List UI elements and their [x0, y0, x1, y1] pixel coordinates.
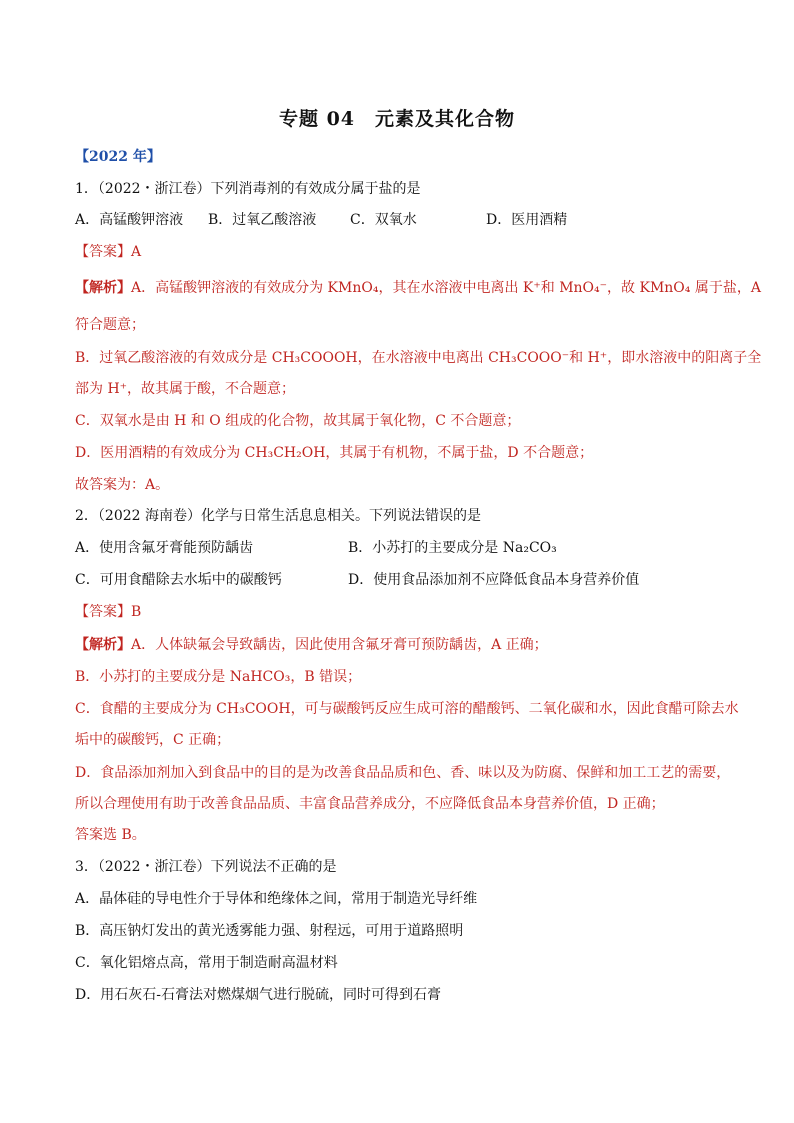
question-1-stem: 1．（2022・浙江卷）下列消毒剂的有效成分属于盐的是	[75, 181, 421, 197]
q2-analysis-a: 【解析】A．人体缺氟会导致龋齿，因此使用含氟牙膏可预防龋齿，A 正确；	[75, 637, 548, 653]
q1-option-a: A．高锰酸钾溶液	[75, 212, 184, 228]
q2-option-c: C．可用食醋除去水垢中的碳酸钙	[75, 572, 282, 588]
q2-analysis-c: C．食醋的主要成分为 CH₃COOH，可与碳酸钙反应生成可溶的醋酸钙、二氧化碳和水，因此食醋可除去水	[75, 701, 739, 717]
q2-analysis-b: B．小苏打的主要成分是 NaHCO₃，B 错误；	[75, 669, 362, 685]
q2-conclusion: 答案选 B。	[75, 827, 146, 843]
q2-option-d: D．使用食品添加剂不应降低食品本身营养价值	[348, 572, 640, 588]
q1-answer: 【答案】A	[75, 244, 142, 260]
question-3-stem: 3．（2022・浙江卷）下列说法不正确的是	[75, 859, 337, 875]
q3-option-d: D．用石灰石-石膏法对燃煤烟气进行脱硫，同时可得到石膏	[75, 987, 441, 1003]
q1-analysis-b-cont: 部为 H⁺，故其属于酸，不合题意；	[75, 381, 296, 397]
q2-analysis-d-cont: 所以合理使用有助于改善食品品质、丰富食品营养成分，不应降低食品本身营养价值，D 正确；	[75, 796, 665, 812]
q2-analysis-c-cont: 垢中的碳酸钙，C 正确；	[75, 732, 231, 748]
q3-option-a: A．晶体硅的导电性介于导体和绝缘体之间，常用于制造光导纤维	[75, 891, 478, 907]
q2-analysis-label: 【解析】	[75, 637, 131, 653]
q1-analysis-a: 【解析】A．高锰酸钾溶液的有效成分为 KMnO₄，其在水溶液中电离出 K⁺和 MnO₄⁻，故 KMnO₄ 属于盐，A	[75, 280, 761, 296]
q3-option-b: B．高压钠灯发出的黄光透雾能力强、射程远，可用于道路照明	[75, 923, 464, 939]
q1-analysis-b: B．过氧乙酸溶液的有效成分是 CH₃COOOH，在水溶液中电离出 CH₃COOO⁻和 H⁺，即水溶液中的阳离子全	[75, 350, 762, 366]
page-title: 专题 04 元素及其化合物	[278, 108, 516, 130]
question-2-stem: 2．（2022 海南卷）化学与日常生活息息相关。下列说法错误的是	[75, 508, 481, 524]
q2-answer: 【答案】B	[75, 604, 142, 620]
q1-analysis-c: C．双氧水是由 H 和 O 组成的化合物，故其属于氧化物，C 不合题意；	[75, 413, 521, 429]
q1-conclusion: 故答案为：A。	[75, 477, 170, 493]
q2-option-b: B．小苏打的主要成分是 Na₂CO₃	[348, 540, 557, 556]
q1-analysis-a-cont: 符合题意；	[75, 317, 145, 333]
q1-option-d: D．医用酒精	[486, 212, 568, 228]
q3-option-c: C．氧化铝熔点高，常用于制造耐高温材料	[75, 955, 338, 971]
q1-option-b: B．过氧乙酸溶液	[208, 212, 317, 228]
q1-analysis-label: 【解析】	[75, 280, 131, 296]
q2-analysis-d: D．食品添加剂加入到食品中的目的是为改善食品品质和色、香、味以及为防腐、保鲜和加工工艺的需要，	[75, 765, 731, 781]
q1-analysis-d: D．医用酒精的有效成分为 CH₃CH₂OH，其属于有机物，不属于盐，D 不合题意；	[75, 445, 594, 461]
q2-option-a: A．使用含氟牙膏能预防龋齿	[75, 540, 254, 556]
q1-option-c: C．双氧水	[350, 212, 417, 228]
year-tag: 【2022 年】	[75, 149, 161, 165]
